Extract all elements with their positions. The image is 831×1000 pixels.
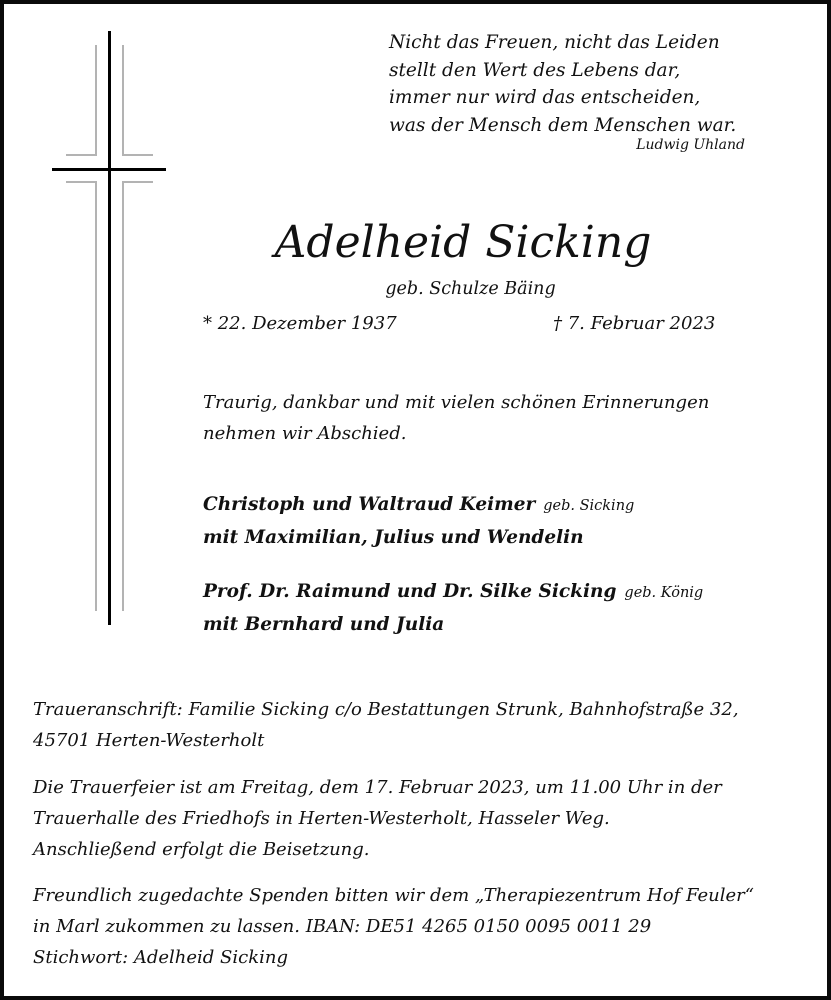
- cross-outline-top-left: [66, 45, 96, 155]
- birth-date: * 22. Dezember 1937: [203, 313, 397, 334]
- family-children: mit Maximilian, Julius und Wendelin: [203, 527, 584, 548]
- address-line: 45701 Herten-Westerholt: [33, 730, 265, 751]
- family-maiden: geb. König: [624, 585, 704, 601]
- poem-line: immer nur wird das entscheiden,: [389, 87, 701, 108]
- donation-line: Freundlich zugedachte Spenden bitten wir dem „Therapiezentrum Hof Feuler“: [33, 885, 754, 906]
- cross-icon: [0, 0, 200, 640]
- mourning-address: [33, 694, 739, 756]
- deceased-maiden-name: geb. Schulze Bäing: [385, 279, 556, 299]
- poem-line: Nicht das Freuen, nicht das Leiden: [389, 32, 720, 53]
- mourning-line: nehmen wir Abschied.: [203, 423, 407, 444]
- poem-quote: [389, 29, 736, 139]
- ceremony-line: Anschließend erfolgt die Beisetzung.: [33, 839, 370, 860]
- donation-line: in Marl zukommen zu lassen. IBAN: DE51 4265 0150 0095 0011 29: [33, 916, 652, 937]
- mourning-line: Traurig, dankbar und mit vielen schönen Erinnerungen: [203, 392, 710, 413]
- address-line: Traueranschrift: Familie Sicking c/o Bestattungen Strunk, Bahnhofstraße 32,: [33, 699, 739, 720]
- deceased-name: Adelheid Sicking: [274, 217, 652, 268]
- poem-line: was der Mensch dem Menschen war.: [389, 114, 737, 136]
- ceremony-info: [33, 772, 722, 865]
- poem-line: stellt den Wert des Lebens dar,: [389, 59, 681, 81]
- family-maiden: geb. Sicking: [543, 498, 635, 514]
- poem-author: Ludwig Uhland: [636, 137, 745, 153]
- donation-line: Stichwort: Adelheid Sicking: [33, 947, 288, 968]
- family-names-line: [203, 489, 634, 522]
- family-children: mit Bernhard und Julia: [203, 614, 445, 635]
- ceremony-line: Trauerhalle des Friedhofs in Herten-Westerholt, Hasseler Weg.: [33, 808, 610, 829]
- donation-info: [33, 880, 754, 973]
- family-names-line: [203, 576, 703, 609]
- family-entry: [203, 576, 703, 640]
- ceremony-line: Die Trauerfeier ist am Freitag, dem 17. Februar 2023, um 11.00 Uhr in der: [33, 777, 722, 798]
- family-entry: [203, 489, 634, 553]
- death-date: † 7. Februar 2023: [553, 313, 716, 334]
- family-names: Prof. Dr. Raimund und Dr. Silke Sicking: [203, 581, 617, 602]
- mourning-text: [203, 387, 709, 449]
- cross-outline-top-right: [123, 45, 153, 155]
- family-names: Christoph und Waltraud Keimer: [203, 494, 536, 515]
